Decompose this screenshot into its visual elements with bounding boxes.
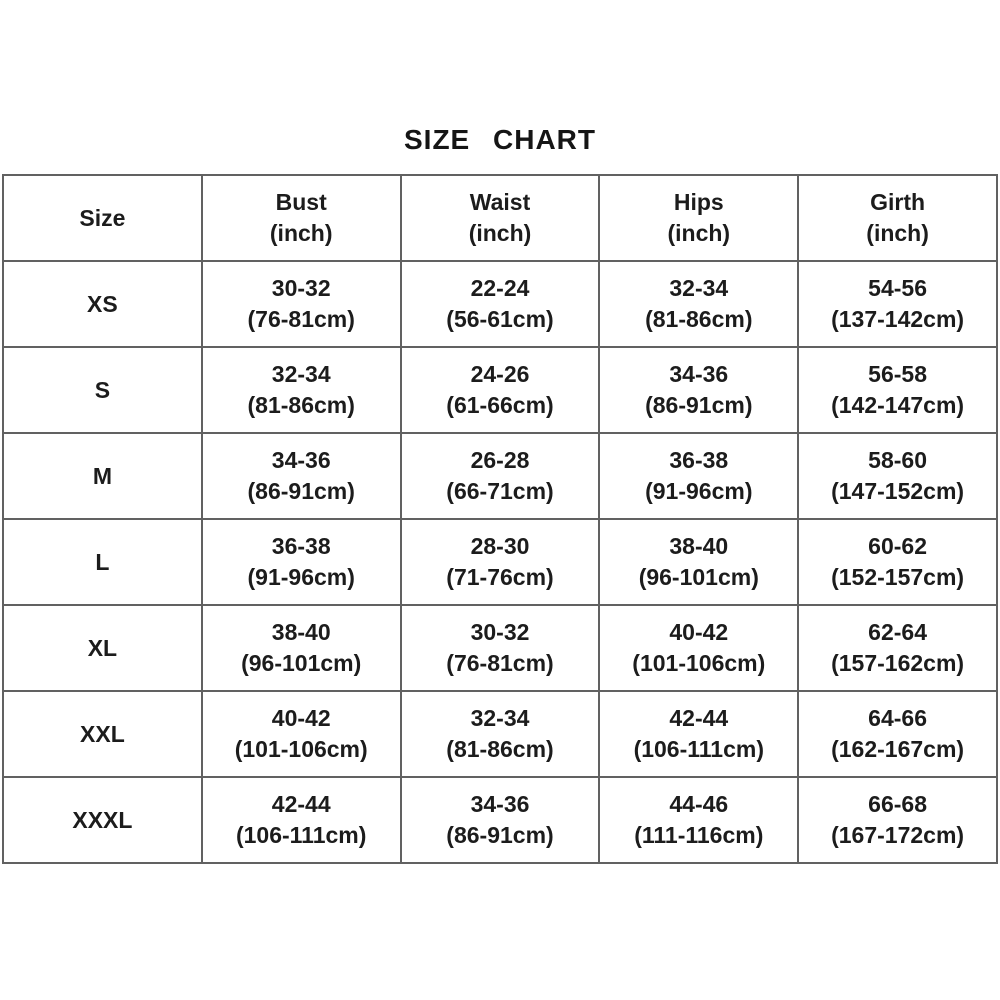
table-row-xl — [3, 605, 997, 691]
range-cm: (96-101cm) — [638, 564, 759, 590]
range-cm: (106-111cm) — [633, 736, 764, 762]
waist-cell — [401, 433, 600, 519]
table-row-xs — [3, 261, 997, 347]
range-cm: (147-152cm) — [831, 478, 965, 504]
hips-cell — [599, 691, 798, 777]
column-header-label: Hips — [673, 189, 724, 215]
column-header-label: Waist — [469, 189, 531, 215]
range-cm: (91-96cm) — [645, 478, 753, 504]
size-label: XS — [3, 261, 202, 347]
girth-cell — [798, 777, 997, 863]
range-inch: 24-26 — [470, 361, 530, 387]
range-inch: 22-24 — [470, 275, 530, 301]
range-inch: 26-28 — [470, 447, 530, 473]
range-inch: 66-68 — [868, 791, 927, 817]
range-inch: 40-42 — [669, 619, 729, 645]
range-inch: 56-58 — [868, 361, 927, 387]
range-cm: (81-86cm) — [247, 392, 355, 418]
range-cm: (157-162cm) — [831, 650, 965, 676]
range-cm: (81-86cm) — [645, 306, 753, 332]
page-title: SIZE CHART — [404, 124, 596, 155]
range-inch: 42-44 — [271, 791, 331, 817]
range-cm: (76-81cm) — [446, 650, 554, 676]
table-row-s — [3, 347, 997, 433]
column-header-size — [3, 175, 202, 261]
range-inch: 34-36 — [669, 361, 729, 387]
waist-cell — [401, 691, 600, 777]
bust-cell — [202, 605, 401, 691]
table-row-xxl — [3, 691, 997, 777]
range-inch: 38-40 — [271, 619, 331, 645]
range-cm: (101-106cm) — [632, 650, 766, 676]
girth-cell — [798, 261, 997, 347]
bust-cell — [202, 777, 401, 863]
range-inch: 28-30 — [470, 533, 530, 559]
range-cm: (111-116cm) — [634, 822, 764, 848]
range-cm: (106-111cm) — [235, 822, 367, 848]
range-cm: (71-76cm) — [446, 564, 554, 590]
bust-cell — [202, 433, 401, 519]
range-cm: (86-91cm) — [247, 478, 355, 504]
range-cm: (101-106cm) — [234, 736, 368, 762]
size-label: L — [3, 519, 202, 605]
hips-cell — [599, 605, 798, 691]
range-inch: 58-60 — [868, 447, 927, 473]
range-inch: 32-34 — [669, 275, 729, 301]
size-label: M — [3, 433, 202, 519]
waist-cell — [401, 261, 600, 347]
range-cm: (96-101cm) — [241, 650, 362, 676]
range-inch: 44-46 — [669, 791, 729, 817]
range-cm: (66-71cm) — [446, 478, 554, 504]
range-inch: 34-36 — [470, 791, 530, 817]
range-inch: 32-34 — [470, 705, 530, 731]
range-inch: 64-66 — [868, 705, 927, 731]
column-header-unit: (inch) — [866, 220, 929, 246]
range-inch: 30-32 — [271, 275, 331, 301]
table-row-l — [3, 519, 997, 605]
waist-cell — [401, 347, 600, 433]
range-cm: (86-91cm) — [645, 392, 753, 418]
range-inch: 36-38 — [271, 533, 331, 559]
size-chart-table — [2, 174, 998, 864]
range-inch: 36-38 — [669, 447, 729, 473]
range-inch: 60-62 — [868, 533, 927, 559]
range-inch: 30-32 — [470, 619, 530, 645]
hips-cell — [599, 433, 798, 519]
girth-cell — [798, 605, 997, 691]
range-cm: (86-91cm) — [446, 822, 554, 848]
column-header-label: Girth — [870, 189, 926, 215]
range-cm: (56-61cm) — [446, 306, 554, 332]
range-cm: (61-66cm) — [446, 392, 554, 418]
range-inch: 40-42 — [271, 705, 331, 731]
waist-cell — [401, 605, 600, 691]
range-inch: 38-40 — [669, 533, 729, 559]
column-header-girth — [798, 175, 997, 261]
range-cm: (152-157cm) — [831, 564, 965, 590]
column-header-bust — [202, 175, 401, 261]
column-header-unit: (inch) — [468, 220, 532, 246]
girth-cell — [798, 347, 997, 433]
hips-cell — [599, 777, 798, 863]
range-cm: (91-96cm) — [247, 564, 355, 590]
range-cm: (167-172cm) — [831, 822, 965, 848]
column-header-unit: (inch) — [667, 220, 731, 246]
size-label: S — [3, 347, 202, 433]
column-header-label: Bust — [275, 189, 327, 215]
girth-cell — [798, 433, 997, 519]
range-cm: (76-81cm) — [247, 306, 355, 332]
hips-cell — [599, 261, 798, 347]
size-label: XXL — [3, 691, 202, 777]
girth-cell — [798, 691, 997, 777]
range-inch: 62-64 — [868, 619, 927, 645]
range-cm: (162-167cm) — [831, 736, 965, 762]
range-cm: (142-147cm) — [831, 392, 965, 418]
girth-cell — [798, 519, 997, 605]
table-row-m — [3, 433, 997, 519]
range-inch: 42-44 — [669, 705, 729, 731]
waist-cell — [401, 519, 600, 605]
range-inch: 54-56 — [868, 275, 927, 301]
bust-cell — [202, 261, 401, 347]
bust-cell — [202, 519, 401, 605]
column-header-waist — [401, 175, 600, 261]
range-inch: 32-34 — [271, 361, 331, 387]
hips-cell — [599, 347, 798, 433]
table-row-xxxl — [3, 777, 997, 863]
waist-cell — [401, 777, 600, 863]
header-row — [3, 175, 997, 261]
size-label: XXXL — [3, 777, 202, 863]
range-cm: (137-142cm) — [831, 306, 965, 332]
bust-cell — [202, 347, 401, 433]
hips-cell — [599, 519, 798, 605]
range-cm: (81-86cm) — [446, 736, 554, 762]
column-header-hips — [599, 175, 798, 261]
column-header-unit: (inch) — [269, 220, 333, 246]
bust-cell — [202, 691, 401, 777]
range-inch: 34-36 — [271, 447, 331, 473]
column-header-label: Size — [79, 204, 126, 231]
size-label: XL — [3, 605, 202, 691]
